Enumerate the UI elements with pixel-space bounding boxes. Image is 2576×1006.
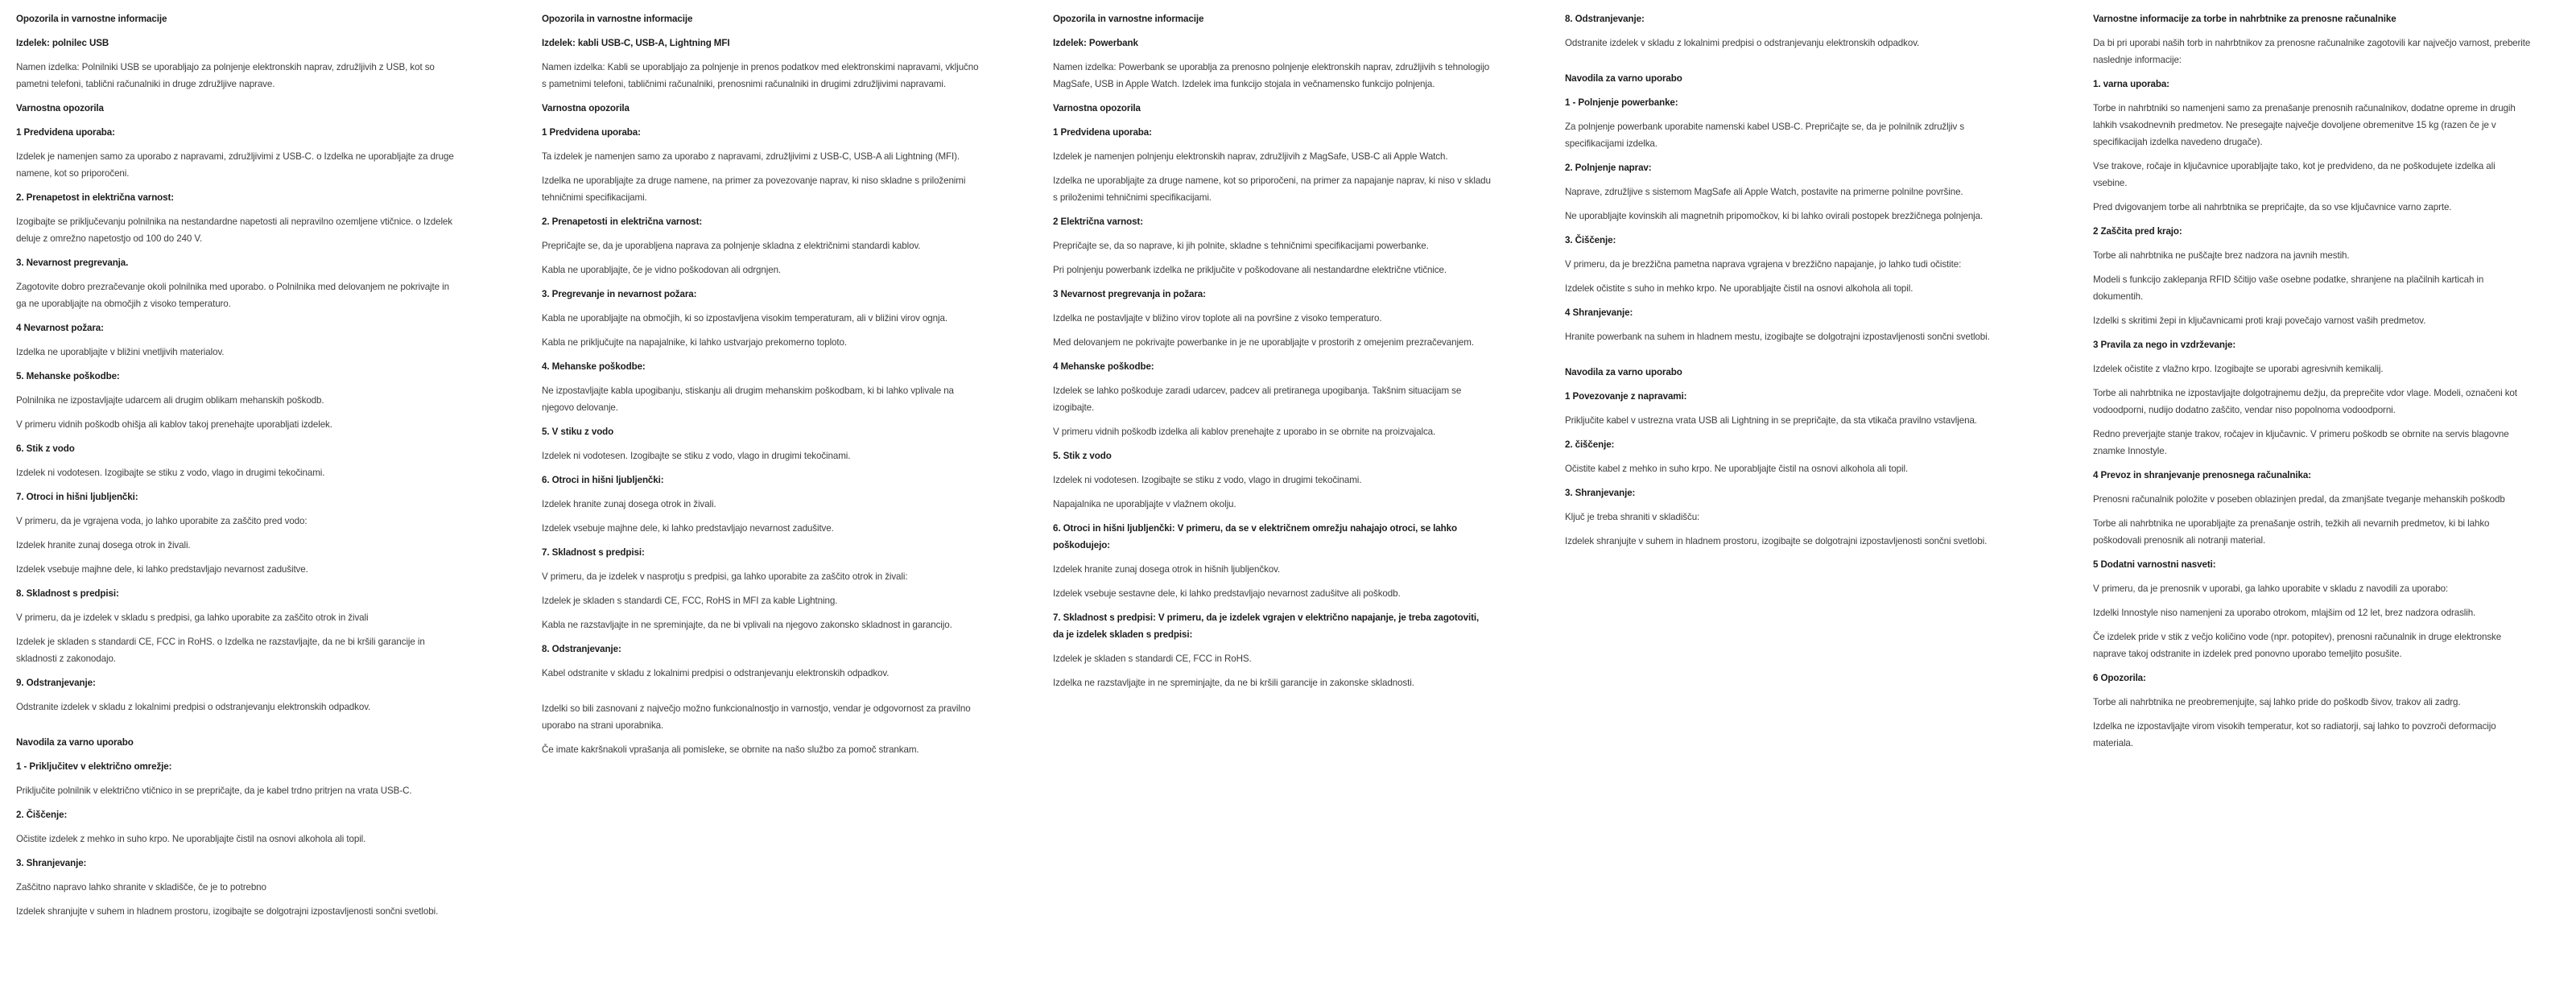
section-heading: 2. čiščenje: (1565, 439, 1615, 450)
paragraph: Izdelek je skladen s standardi CE, FCC in RoHS. (1053, 653, 1252, 664)
section-heading: 1 Predvidena uporaba: (16, 127, 115, 138)
section-heading: 8. Odstranjevanje: (542, 644, 621, 654)
paragraph: Hranite powerbank na suhem in hladnem mestu, izogibajte se dolgotrajni izpostavljenosti sončni svetlobi. (1565, 332, 1990, 342)
section-heading: 5. Stik z vodo (1053, 451, 1112, 461)
paragraph: Izdelek očistite z vlažno krpo. Izogibajte se uporabi agresivnih kemikalij. (2093, 364, 2384, 374)
column-powerbank (1053, 10, 1492, 699)
section-heading: 3. Nevarnost pregrevanja. (16, 258, 129, 268)
section-heading: 5. Mehanske poškodbe: (16, 371, 120, 381)
section-heading: 7. Otroci in hišni ljubljenčki: (16, 492, 138, 502)
paragraph: Torbe ali nahrbtnika ne izpostavljajte dolgotrajnemu dežju, da preprečite vdor vlage. Modeli, označeni kot vodoodporni, nudijo dodatno zaščito, vendar niso popolnoma vodoodporni. (2093, 388, 2517, 415)
section-heading: 4 Prevoz in shranjevanje prenosnega računalnika: (2093, 470, 2311, 480)
paragraph: Namen izdelka: Kabli se uporabljajo za polnjenje in prenos podatkov med elektronskimi napravami, vključno s pametnimi telefoni, tabličnimi računalniki, prenosnimi računalniki in drugimi združljivimi napravami. (542, 62, 979, 89)
paragraph: Izdelka ne razstavljajte in ne spreminjajte, da ne bi kršili garancije in zakonske skladnosti. (1053, 678, 1414, 688)
section-heading: 4 Mehanske poškodbe: (1053, 361, 1154, 372)
paragraph: V primeru vidnih poškodb izdelka ali kablov prenehajte z uporabo in se obrnite na proizvajalca. (1053, 427, 1436, 437)
paragraph: Izdelki Innostyle niso namenjeni za uporabo otrokom, mlajšim od 12 let, brez nadzora odraslih. (2093, 608, 2476, 618)
section-heading: Izdelek: polnilec USB (16, 38, 109, 48)
section-heading: Opozorila in varnostne informacije (542, 14, 693, 24)
paragraph: Da bi pri uporabi naših torb in nahrbtnikov za prenosne računalnike zagotovili kar največjo varnost, preberite naslednje informacije: (2093, 38, 2531, 65)
paragraph: Izdelek je skladen s standardi CE, FCC in RoHS. o Izdelka ne razstavljajte, da ne bi kršili garancije in skladnosti z zakonodajo. (16, 637, 425, 664)
paragraph: Zaščitno napravo lahko shranite v skladišče, če je to potrebno (16, 882, 266, 893)
paragraph: Izdelka ne postavljajte v bližino virov toplote ali na površine z visoko temperaturo. (1053, 313, 1382, 324)
section-heading: Navodila za varno uporabo (1565, 367, 1682, 377)
spacer (1565, 353, 2004, 364)
paragraph: Naprave, združljive s sistemom MagSafe ali Apple Watch, postavite na primerne polnilne površine. (1565, 187, 1963, 197)
paragraph: Izdelek hranite zunaj dosega otrok in živali. (542, 499, 716, 509)
paragraph: Torbe ali nahrbtnika ne preobremenjujte, saj lahko pride do poškodb šivov, trakov ali zadrg. (2093, 697, 2461, 707)
section-heading: 3. Shranjevanje: (16, 858, 87, 868)
paragraph: Izdelki s skritimi žepi in ključavnicami proti kraji povečajo varnost vaših predmetov. (2093, 315, 2426, 326)
section-heading: 3. Čiščenje: (1565, 235, 1616, 245)
column-powerbank-usage (1565, 10, 2004, 557)
spacer (542, 689, 980, 700)
section-heading: 3 Pravila za nego in vzdrževanje: (2093, 340, 2236, 350)
paragraph: Izdelek se lahko poškoduje zaradi udarcev, padcev ali pretiranega upogibanja. Takšnim situacijam se izogibajte. (1053, 385, 1462, 413)
paragraph: Ta izdelek je namenjen samo za uporabo z napravami, združljivimi z USB-C, USB-A ali Lightning (MFI). (542, 151, 960, 162)
paragraph: Prepričajte se, da so naprave, ki jih polnite, skladne s tehničnimi specifikacijami powerbanke. (1053, 241, 1429, 251)
section-heading: 8. Skladnost s predpisi: (16, 588, 119, 599)
section-heading: 6. Otroci in hišni ljubljenčki: (542, 475, 664, 485)
paragraph: Ne izpostavljajte kabla upogibanju, stiskanju ali drugim mehanskim poškodbam, ki bi lahko vplivale na njegovo delovanje. (542, 385, 954, 413)
section-heading: Varnostna opozorila (542, 103, 630, 113)
paragraph: Priključite polnilnik v električno vtičnico in se prepričajte, da je kabel trdno pritrjen na vrata USB-C. (16, 785, 412, 796)
section-heading: 1 - Priključitev v električno omrežje: (16, 761, 172, 772)
paragraph: Kabla ne uporabljajte, če je vidno poškodovan ali odrgnjen. (542, 265, 782, 275)
paragraph: Izdelek shranjujte v suhem in hladnem prostoru, izogibajte se dolgotrajni izpostavljenosti sončni svetlobi. (1565, 536, 1988, 546)
paragraph: Izdelka ne uporabljajte za druge namene, kot so priporočeni, na primer za napajanje naprav, ki niso v skladu s priloženimi tehničnimi specifikacijami. (1053, 175, 1491, 203)
column-laptop-bags (2093, 10, 2532, 759)
section-heading: 7. Skladnost s predpisi: (542, 547, 645, 558)
paragraph: V primeru, da je brezžična pametna naprava vgrajena v brezžično napajanje, jo lahko tudi očistite: (1565, 259, 1962, 270)
section-heading: 6. Otroci in hišni ljubljenčki: V primeru, da se v električnem omrežju nahajajo otroci, se lahko poškodujejo: (1053, 523, 1457, 550)
paragraph: Če izdelek pride v stik z večjo količino vode (npr. potopitev), prenosni računalnik in druge elektronske naprave takoj odstranite in izdelek pred ponovno uporabo temeljito posušite. (2093, 632, 2502, 659)
section-heading: 6 Opozorila: (2093, 673, 2146, 683)
paragraph: Kabel odstranite v skladu z lokalnimi predpisi o odstranjevanju elektronskih odpadkov. (542, 668, 890, 678)
paragraph: V primeru, da je vgrajena voda, jo lahko uporabite za zaščito pred vodo: (16, 516, 308, 526)
paragraph: Vse trakove, ročaje in ključavnice uporabljajte tako, kot je predvideno, da ne poškodujete izdelka ali vsebine. (2093, 161, 2496, 188)
section-heading: 9. Odstranjevanje: (16, 678, 96, 688)
paragraph: Prepričajte se, da je uporabljena naprava za polnjenje skladna z električnimi standardi kablov. (542, 241, 921, 251)
paragraph: Izdelek je namenjen samo za uporabo z napravami, združljivimi z USB-C. o Izdelka ne uporabljajte za druge namene, kot so priporočeni. (16, 151, 454, 179)
paragraph: Če imate kakršnakoli vprašanja ali pomisleke, se obrnite na našo službo za pomoč strankam. (542, 744, 919, 755)
paragraph: Zagotovite dobro prezračevanje okoli polnilnika med uporabo. o Polnilnika med delovanjem ne pokrivajte in ga ne uporabljajte na območjih z visoko temperaturo. (16, 282, 449, 309)
paragraph: Ne uporabljajte kovinskih ali magnetnih pripomočkov, ki bi lahko ovirali postopek brezžičnega polnjenja. (1565, 211, 1984, 221)
section-heading: 2 Zaščita pred krajo: (2093, 226, 2182, 237)
paragraph: Očistite kabel z mehko in suho krpo. Ne uporabljajte čistil na osnovi alkohola ali topil. (1565, 464, 1909, 474)
paragraph: Izdelek je namenjen polnjenju elektronskih naprav, združljivih z MagSafe, USB-C ali Apple Watch. (1053, 151, 1448, 162)
paragraph: Izdelek vsebuje majhne dele, ki lahko predstavljajo nevarnost zadušitve. (16, 564, 308, 575)
paragraph: Torbe ali nahrbtnika ne uporabljajte za prenašanje ostrih, težkih ali nevarnih predmetov, ki bi lahko poškodovali prenosnik ali notranji material. (2093, 518, 2490, 546)
paragraph: Polnilnika ne izpostavljajte udarcem ali drugim oblikam mehanskih poškodb. (16, 395, 324, 406)
section-heading: Varnostna opozorila (1053, 103, 1141, 113)
paragraph: Torbe in nahrbtniki so namenjeni samo za prenašanje prenosnih računalnikov, dodatne opreme in drugih lahkih vsakodnevnih predmetov. Ne presegajte največje dovoljene obremenitve 15 kg (razen če je v specifikacijah izdelka navedeno drugače). (2093, 103, 2516, 147)
section-heading: 5 Dodatni varnostni nasveti: (2093, 559, 2216, 570)
section-heading: 4 Nevarnost požara: (16, 323, 104, 333)
spacer (1565, 59, 2004, 70)
paragraph: Izdelek ni vodotesen. Izogibajte se stiku z vodo, vlago in drugimi tekočinami. (1053, 475, 1362, 485)
paragraph: Za polnjenje powerbank uporabite namenski kabel USB-C. Prepričajte se, da je polnilnik združljiv s specifikacijami izdelka. (1565, 122, 1965, 149)
paragraph: Modeli s funkcijo zaklepanja RFID ščitijo vaše osebne podatke, shranjene na plačilnih karticah in dokumentih. (2093, 274, 2484, 302)
section-heading: 8. Odstranjevanje: (1565, 14, 1645, 24)
section-heading: Varnostne informacije za torbe in nahrbtnike za prenosne računalnike (2093, 14, 2396, 24)
section-heading: Izdelek: Powerbank (1053, 38, 1138, 48)
paragraph: Izdelek ni vodotesen. Izogibajte se stiku z vodo, vlago in drugimi tekočinami. (16, 468, 325, 478)
section-heading: 2. Polnjenje naprav: (1565, 163, 1652, 173)
column-usb-charger (16, 10, 455, 927)
paragraph: Izdelek shranjujte v suhem in hladnem prostoru, izogibajte se dolgotrajni izpostavljenosti sončni svetlobi. (16, 906, 439, 917)
section-heading: 6. Stik z vodo (16, 443, 75, 454)
paragraph: Izdelki so bili zasnovani z največjo možno funkcionalnostjo in varnostjo, vendar je odgovornost za pravilno uporabo na strani uporabnika. (542, 703, 971, 731)
section-heading: Varnostna opozorila (16, 103, 104, 113)
section-heading: Navodila za varno uporabo (16, 737, 134, 748)
section-heading: 5. V stiku z vodo (542, 427, 614, 437)
section-heading: 3. Shranjevanje: (1565, 488, 1636, 498)
paragraph: Pri polnjenju powerbank izdelka ne priključite v poškodovane ali nestandardne električne vtičnice. (1053, 265, 1447, 275)
paragraph: Redno preverjajte stanje trakov, ročajev in ključavnic. V primeru poškodb se obrnite na servis blagovne znamke Innostyle. (2093, 429, 2509, 456)
section-heading: 7. Skladnost s predpisi: V primeru, da je izdelek vgrajen v električno napajanje, je treba zagotoviti, da je izdelek skladen s predpisi: (1053, 612, 1480, 640)
paragraph: Priključite kabel v ustrezna vrata USB ali Lightning in se prepričajte, da sta vtikača pravilno vstavljena. (1565, 415, 1977, 426)
section-heading: Navodila za varno uporabo (1565, 73, 1682, 84)
paragraph: Izogibajte se priključevanju polnilnika na nestandardne napetosti ali nepravilno ozemljene vtičnice. o Izdelek deluje z omrežno napetostjo od 100 do 240 V. (16, 216, 452, 244)
paragraph: Kabla ne razstavljajte in ne spreminjajte, da ne bi vplivali na njegovo zakonsko skladnost in garancijo. (542, 620, 952, 630)
spacer (16, 723, 455, 734)
column-cables (542, 10, 980, 765)
paragraph: Izdelek ni vodotesen. Izogibajte se stiku z vodo, vlago in drugimi tekočinami. (542, 451, 851, 461)
section-heading: 1 Predvidena uporaba: (1053, 127, 1152, 138)
paragraph: Izdelek vsebuje majhne dele, ki lahko predstavljajo nevarnost zadušitve. (542, 523, 834, 534)
section-heading: 1 Predvidena uporaba: (542, 127, 641, 138)
section-heading: 4. Mehanske poškodbe: (542, 361, 646, 372)
section-heading: Opozorila in varnostne informacije (16, 14, 167, 24)
paragraph: Ključ je treba shraniti v skladišču: (1565, 512, 1700, 522)
section-heading: Izdelek: kabli USB-C, USB-A, Lightning MFI (542, 38, 730, 48)
paragraph: Pred dvigovanjem torbe ali nahrbtnika se prepričajte, da so vse ključavnice varno zaprte. (2093, 202, 2452, 212)
paragraph: Odstranite izdelek v skladu z lokalnimi predpisi o odstranjevanju elektronskih odpadkov. (1565, 38, 1920, 48)
paragraph: Izdelek hranite zunaj dosega otrok in živali. (16, 540, 191, 550)
paragraph: Izdelek hranite zunaj dosega otrok in hišnih ljubljenčkov. (1053, 564, 1281, 575)
paragraph: Izdelka ne uporabljajte v bližini vnetljivih materialov. (16, 347, 225, 357)
paragraph: Napajalnika ne uporabljajte v vlažnem okolju. (1053, 499, 1236, 509)
paragraph: Izdelek očistite s suho in mehko krpo. Ne uporabljajte čistil na osnovi alkohola ali topil. (1565, 283, 1913, 294)
paragraph: Med delovanjem ne pokrivajte powerbanke in je ne uporabljajte v prostorih z omejenim prezračevanjem. (1053, 337, 1474, 348)
section-heading: 1. varna uporaba: (2093, 79, 2169, 89)
paragraph: Namen izdelka: Polnilniki USB se uporabljajo za polnjenje elektronskih naprav, združljivih z USB, kot so pametni telefoni, tablični računalniki in druge združljive naprave. (16, 62, 435, 89)
paragraph: Izdelek je skladen s standardi CE, FCC, RoHS in MFI za kable Lightning. (542, 596, 838, 606)
paragraph: V primeru, da je prenosnik v uporabi, ga lahko uporabite v skladu z navodili za uporabo: (2093, 583, 2449, 594)
section-heading: 4 Shranjevanje: (1565, 307, 1633, 318)
section-heading: 1 Povezovanje z napravami: (1565, 391, 1687, 402)
section-heading: 3 Nevarnost pregrevanja in požara: (1053, 289, 1206, 299)
paragraph: Očistite izdelek z mehko in suho krpo. Ne uporabljajte čistil na osnovi alkohola ali topil. (16, 834, 366, 844)
paragraph: V primeru vidnih poškodb ohišja ali kablov takoj prenehajte uporabljati izdelek. (16, 419, 332, 430)
paragraph: Odstranite izdelek v skladu z lokalnimi predpisi o odstranjevanju elektronskih odpadkov. (16, 702, 371, 712)
paragraph: Torbe ali nahrbtnika ne puščajte brez nadzora na javnih mestih. (2093, 250, 2350, 261)
paragraph: V primeru, da je izdelek v nasprotju s predpisi, ga lahko uporabite za zaščito otrok in živali: (542, 571, 908, 582)
section-heading: 2 Električna varnost: (1053, 216, 1143, 227)
paragraph: Prenosni računalnik položite v poseben oblazinjen predal, da zmanjšate tveganje mehanskih poškodb (2093, 494, 2505, 505)
paragraph: V primeru, da je izdelek v skladu s predpisi, ga lahko uporabite za zaščito otrok in živali (16, 612, 369, 623)
paragraph: Kabla ne uporabljajte na območjih, ki so izpostavljena visokim temperaturam, ali v bližini virov ognja. (542, 313, 947, 324)
section-heading: 2. Prenapetost in električna varnost: (16, 192, 175, 203)
section-heading: Opozorila in varnostne informacije (1053, 14, 1204, 24)
section-heading: 3. Pregrevanje in nevarnost požara: (542, 289, 697, 299)
paragraph: Namen izdelka: Powerbank se uporablja za prenosno polnjenje elektronskih naprav, združljivih s tehnologijo MagSafe, USB in Apple Watch. Izdelek ima funkcijo stojala in večnamensko funkcijo polnjenja. (1053, 62, 1490, 89)
section-heading: 2. Čiščenje: (16, 810, 68, 820)
section-heading: 1 - Polnjenje powerbanke: (1565, 97, 1678, 108)
paragraph: Kabla ne priključujte na napajalnike, ki lahko ustvarjajo prekomerno toploto. (542, 337, 847, 348)
paragraph: Izdelek vsebuje sestavne dele, ki lahko predstavljajo nevarnost zadušitve ali poškodb. (1053, 588, 1401, 599)
paragraph: Izdelka ne uporabljajte za druge namene, na primer za povezovanje naprav, ki niso skladne s priloženimi tehničnimi specifikacijami. (542, 175, 966, 203)
section-heading: 2. Prenapetosti in električna varnost: (542, 216, 703, 227)
paragraph: Izdelka ne izpostavljajte virom visokih temperatur, kot so radiatorji, saj lahko to povzroči deformacijo materiala. (2093, 721, 2496, 748)
